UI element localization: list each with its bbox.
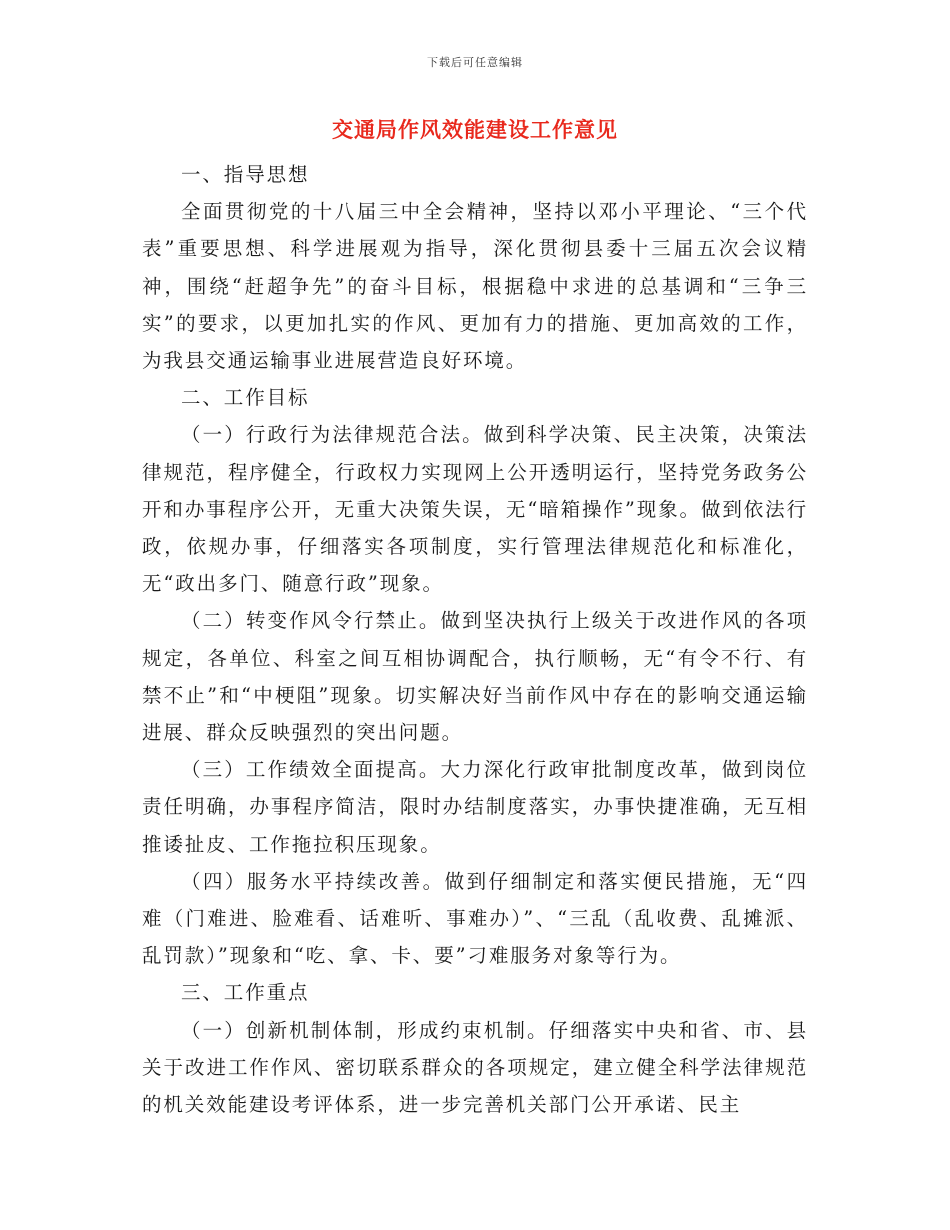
header-note: 下载后可任意编辑 [427,56,523,69]
paragraph-focus-1: （一）创新机制体制，形成约束机制。仔细落实中央和省、市、县关于改进工作作风、密切联系群众的各项规定，建立健全科学法律规范的机关效能建设考评体系，进一步完善机关部门公开承诺、民主 [142,1018,808,1117]
paragraph-goal-3: （三）工作绩效全面提高。大力深化行政审批制度改革，做到岗位责任明确，办事程序简洁，限时办结制度落实，办事快捷准确，无互相推诿扯皮、工作拖拉积压现象。 [142,758,808,856]
section-heading-work-goals: 二、工作目标 [181,386,310,410]
paragraph-goal-1: （一）行政行为法律规范合法。做到科学决策、民主决策，决策法律规范，程序健全，行政权力实现网上公开透明运行，坚持党务政务公开和办事程序公开，无重大决策失误，无“暗箱操作”现象。做到依法行政，依规办事，仔细落实各项制度，实行管理法律规范化和标准化，无“政出多门、随意行政”现象。 [142,423,808,596]
paragraph-goal-4: （四）服务水平持续改善。做到仔细制定和落实便民措施，无“四难（门难进、脸难看、话难听、事难办）”、“三乱（乱收费、乱摊派、乱罚款）”现象和“吃、拿、卡、要”刁难服务对象等行为。 [142,869,808,968]
document-title: 交通局作风效能建设工作意见 [332,117,618,142]
section-heading-work-focus: 三、工作重点 [181,981,310,1005]
section-heading-guiding-ideology: 一、指导思想 [181,163,310,186]
paragraph-goal-2: （二）转变作风令行禁止。做到坚决执行上级关于改进作风的各项规定，各单位、科室之间互相协调配合，执行顺畅，无“有令不行、有禁不止”和“中梗阻”现象。切实解决好当前作风中存在的影响交通运输进展、群众反映强烈的突出问题。 [142,609,808,745]
paragraph-guiding-ideology: 全面贯彻党的十八届三中全会精神，坚持以邓小平理论、“三个代表”重要思想、科学进展观为指导，深化贯彻县委十三届五次会议精神，围绕“赶超争先”的奋斗目标，根据稳中求进的总基调和“三争三实”的要求，以更加扎实的作风、更加有力的措施、更加高效的工作，为我县交通运输事业进展营造良好环境。 [142,200,808,373]
document-body [142,156,808,1123]
